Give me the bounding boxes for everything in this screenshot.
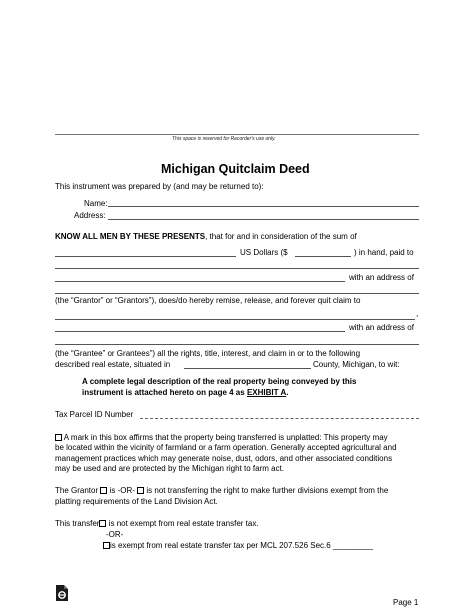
tax-parcel-field[interactable] (140, 418, 419, 419)
consideration-amount-words-field[interactable] (55, 256, 236, 257)
not-exempt-text: is not exempt from real estate transfer tax. (108, 519, 259, 528)
is-exempt-checkbox[interactable] (103, 542, 110, 549)
grantee-text: (the “Grantee” or Grantees”) all the rights, title, interest, and claim in or to the following (55, 349, 361, 358)
described-text: described real estate, situated in (55, 360, 171, 369)
grantor-is-not-checkbox[interactable] (137, 487, 144, 494)
unplatted-checkbox[interactable] (55, 434, 62, 441)
not-exempt-checkbox[interactable] (99, 520, 106, 527)
in-hand-label: ) in hand, paid to (354, 248, 414, 257)
recorder-divider (55, 134, 419, 135)
unplatted-paragraph (55, 433, 425, 474)
or-text: -OR- (106, 530, 124, 539)
with-address-label-1: with an address of (349, 273, 414, 282)
this-transfer-text: This transfer (55, 519, 100, 528)
legal-description-line-2 (82, 388, 288, 398)
grantor-division-line-2: platting requirements of the Land Division Act. (55, 497, 218, 506)
grantor-is-checkbox[interactable] (100, 487, 107, 494)
know-all-rest: , that for and in consideration of the sum of (205, 232, 357, 241)
exhibit-a-link: EXHIBIT A (246, 388, 287, 397)
county-text: County, Michigan, to wit: (313, 360, 400, 369)
with-address-label-2: with an address of (349, 323, 414, 332)
comma-mark: , (416, 309, 419, 318)
unplatted-line-4: may be used and are protected by the Michigan right to farm act. (55, 463, 285, 473)
name-label: Name: (84, 199, 108, 208)
prepared-by-text: This instrument was prepared by (and may be returned to): (55, 182, 264, 191)
grantee-name-field[interactable] (55, 319, 415, 320)
legal-description-line-1: A complete legal description of the real property being conveyed by this (82, 377, 357, 386)
address-field[interactable] (108, 219, 419, 220)
transfer-tax-line-2 (103, 541, 373, 551)
page-number: Page 1 (393, 598, 419, 607)
know-all-line (55, 232, 357, 242)
grantor-name-field[interactable] (55, 268, 419, 269)
unplatted-line-1 (55, 433, 425, 443)
transfer-tax-line-1 (55, 519, 259, 529)
document-title: Michigan Quitclaim Deed (161, 162, 310, 176)
recorder-note: This space is reserved for Recorder's use only. (172, 136, 276, 142)
grantee-name-field-2[interactable] (55, 331, 345, 332)
grantor-name-field-2[interactable] (55, 281, 345, 282)
grantor-division-line-1 (55, 486, 388, 496)
grantor-address-field[interactable] (55, 293, 419, 294)
is-exempt-text: is exempt from real estate transfer tax per MCL 207.526 Sec.6 _________ (110, 541, 373, 550)
grantor-word: The Grantor (55, 486, 99, 495)
is-or-text: is -OR- (109, 486, 135, 495)
legal-description-text: instrument is attached hereto on page 4 as (82, 388, 245, 397)
unplatted-text-1: A mark in this box affirms that the property being transferred is unplatted: This property may (63, 433, 388, 442)
eforms-logo-icon (55, 585, 68, 601)
know-all-bold: KNOW ALL MEN BY THESE PRESENTS (55, 232, 206, 241)
period-mark: . (286, 388, 289, 397)
grantor-text: (the “Grantor” or “Grantors”), does/do hereby remise, release, and forever quit claim to (55, 296, 361, 305)
grantee-address-field[interactable] (55, 344, 419, 345)
county-field[interactable] (184, 368, 311, 369)
consideration-amount-field[interactable] (295, 256, 351, 257)
not-transfer-text: is not transferring the right to make further divisions exempt from the (146, 486, 389, 495)
unplatted-line-2: be located within the vicinity of farmland or a farm operation. Generally accepted agricultural and (55, 443, 397, 453)
name-field[interactable] (108, 206, 419, 207)
us-dollars-label: US Dollars ($ (240, 248, 288, 257)
tax-parcel-label: Tax Parcel ID Number (55, 410, 134, 419)
unplatted-line-3: management practices which may generate noise, dust, odors, and other associated conditions (55, 453, 393, 463)
address-label: Address: (74, 211, 106, 220)
